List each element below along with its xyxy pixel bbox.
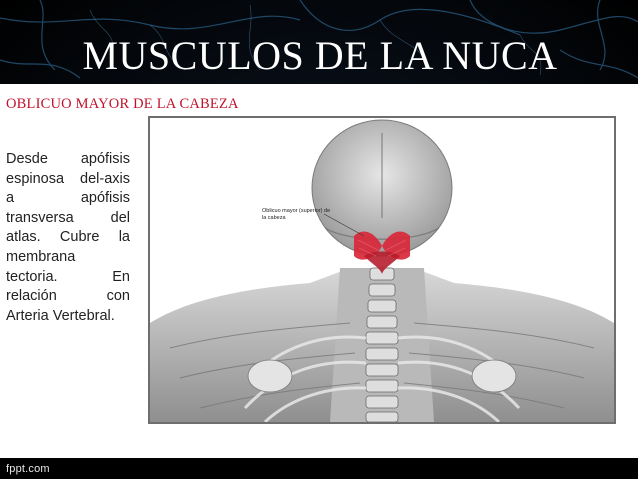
footer-logo: fppt.com <box>6 463 50 475</box>
left-humerus-head <box>248 360 292 392</box>
description-paragraph: Desde apófisis espinosa del-axis a apófisis transversa del atlas. Cubre la membrana tectoria. En relación con Arteria Vertebral. <box>6 151 130 324</box>
slide-subtitle: OBLICUO MAYOR DE LA CABEZA <box>6 96 239 112</box>
slide-title: MUSCULOS DE LA NUCA <box>82 33 558 78</box>
anatomy-illustration <box>150 118 614 422</box>
anatomy-figure <box>148 116 616 424</box>
footer-bar <box>0 458 638 479</box>
description-text <box>6 150 130 326</box>
figure-label: Oblicuo mayor (superior) de la cabeza <box>262 208 331 221</box>
right-humerus-head <box>472 360 516 392</box>
